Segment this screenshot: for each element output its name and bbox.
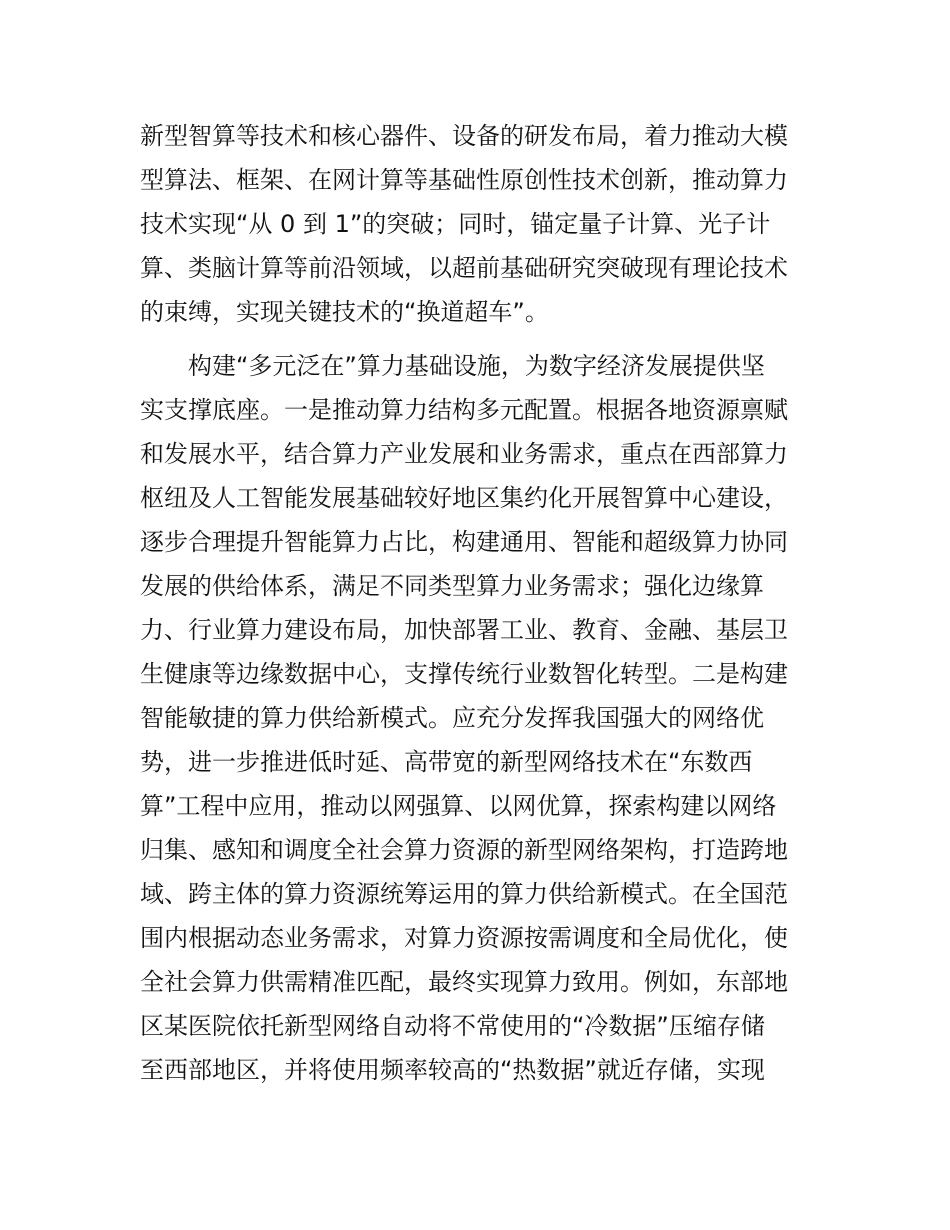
text-line: 区某医院依托新型网络自动将不常使用的“冷数据”压缩存储 — [140, 1012, 765, 1040]
text-line: 和发展水平，结合算力产业发展和业务需求，重点在西部算力 — [140, 440, 788, 468]
text-line: 力、行业算力建设布局，加快部署工业、教育、金融、基层卫 — [140, 616, 788, 644]
paragraph-1 — [140, 114, 812, 334]
text-line: 全社会算力供需精准匹配，最终实现算力致用。例如，东部地 — [140, 968, 788, 996]
text-line: 枢纽及人工智能发展基础较好地区集约化开展智算中心建设， — [140, 484, 788, 512]
paragraph-2 — [140, 344, 812, 1092]
text-line: 智能敏捷的算力供给新模式。应充分发挥我国强大的网络优 — [140, 704, 764, 732]
text-line: 实支撑底座。一是推动算力结构多元配置。根据各地资源禀赋 — [140, 396, 788, 424]
text-line: 算、类脑计算等前沿领域，以超前基础研究突破现有理论技术 — [140, 254, 788, 282]
text-line: 至西部地区，并将使用频率较高的“热数据”就近存储，实现 — [140, 1056, 765, 1084]
text-line: 新型智算等技术和核心器件、设备的研发布局，着力推动大模 — [140, 122, 788, 150]
text-line: 逐步合理提升智能算力占比，构建通用、智能和超级算力协同 — [140, 528, 788, 556]
text-line: 生健康等边缘数据中心，支撑传统行业数智化转型。二是构建 — [140, 660, 788, 688]
text-line: 归集、感知和调度全社会算力资源的新型网络架构，打造跨地 — [140, 836, 788, 864]
text-line: 构建“多元泛在”算力基础设施，为数字经济发展提供坚 — [188, 352, 765, 380]
text-line: 发展的供给体系，满足不同类型算力业务需求；强化边缘算 — [140, 572, 764, 600]
text-line: 型算法、框架、在网计算等基础性原创性技术创新，推动算力 — [140, 166, 788, 194]
body-text — [140, 114, 812, 1092]
text-line: 技术实现“从 0 到 1”的突破；同时，锚定量子计算、光子计 — [140, 210, 771, 238]
text-line: 围内根据动态业务需求，对算力资源按需调度和全局优化，使 — [140, 924, 788, 952]
text-line: 算”工程中应用，推动以网强算、以网优算，探索构建以网络 — [140, 792, 777, 820]
text-line: 的束缚，实现关键技术的“换道超车”。 — [140, 298, 549, 326]
text-line: 势，进一步推进低时延、高带宽的新型网络技术在“东数西 — [140, 748, 753, 776]
text-line: 域、跨主体的算力资源统筹运用的算力供给新模式。在全国范 — [140, 880, 788, 908]
